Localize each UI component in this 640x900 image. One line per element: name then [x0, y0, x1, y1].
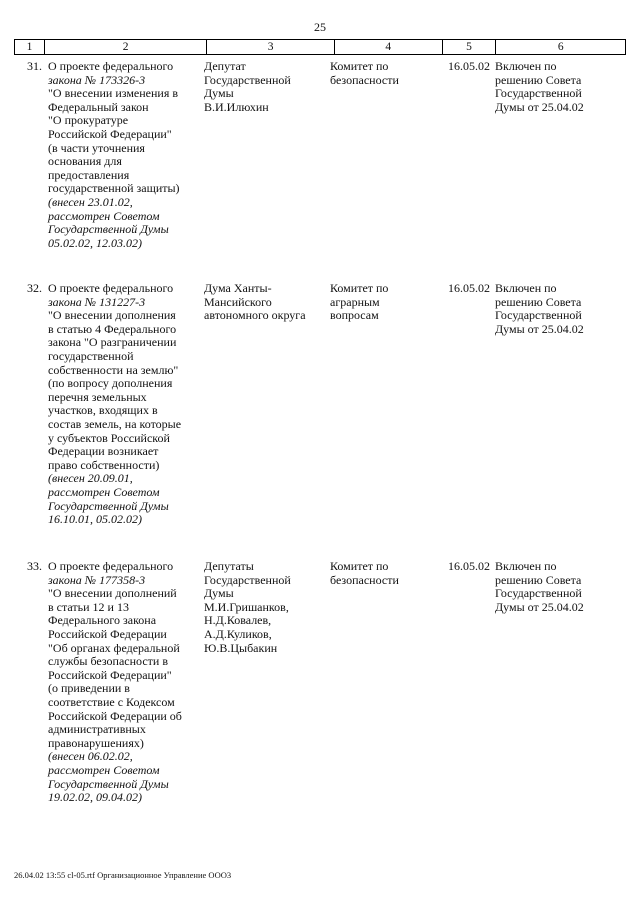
desc-line: у субъектов Российской: [48, 430, 170, 445]
desc-line: (в части уточнения: [48, 140, 145, 155]
submission-note: Государственной Думы: [48, 776, 169, 791]
desc-line: основания для: [48, 154, 122, 169]
entry-description: [48, 60, 206, 250]
entry-initiator: [204, 560, 329, 655]
status-line: Государственной: [495, 86, 582, 101]
desc-line: закона "О разграничении: [48, 335, 177, 350]
status-line: Включен по: [495, 559, 557, 573]
initiator-line: Ю.В.Цыбакин: [204, 640, 278, 655]
initiator-line: А.Д.Куликов,: [204, 626, 272, 641]
entry-date: 16.05.02: [448, 59, 490, 73]
initiator-line: Депутаты: [204, 559, 254, 573]
desc-line: "О прокуратуре: [48, 113, 129, 128]
status-line: решению Совета: [495, 294, 582, 309]
committee-line: аграрным: [330, 294, 380, 309]
submission-note: 19.02.02, 09.04.02): [48, 790, 142, 805]
entry-initiator: [204, 60, 329, 114]
desc-line: "О внесении изменения в: [48, 86, 179, 101]
desc-line: О проекте федерального: [48, 59, 174, 73]
committee-line: безопасности: [330, 72, 399, 87]
status-line: решению Совета: [495, 572, 582, 587]
entry-description: [48, 282, 206, 527]
submission-note: рассмотрен Советом: [48, 208, 160, 223]
status-line: Государственной: [495, 308, 582, 323]
submission-note: (внесен 06.02.02,: [48, 749, 133, 764]
header-col-5: 5: [443, 40, 497, 54]
initiator-line: Думы: [204, 586, 234, 601]
desc-line: Российской Федерации об: [48, 708, 182, 723]
submission-note: Государственной Думы: [48, 498, 169, 513]
initiator-line: Думы: [204, 86, 234, 101]
entry-status: [495, 60, 625, 114]
desc-line: Российской Федерации": [48, 126, 172, 141]
desc-line: службы безопасности в: [48, 654, 168, 669]
status-line: Думы от 25.04.02: [495, 321, 584, 336]
initiator-line: Мансийского: [204, 294, 272, 309]
desc-line: состав земель, на которые: [48, 416, 182, 431]
desc-line: О проекте федерального: [48, 281, 174, 295]
status-line: Государственной: [495, 586, 582, 601]
entry-committee: [330, 560, 428, 587]
desc-line: "О внесении дополнения: [48, 308, 176, 323]
header-col-4: 4: [335, 40, 443, 54]
header-col-6: 6: [557, 41, 564, 53]
desc-line: "Об органах федеральной: [48, 640, 180, 655]
committee-line: Комитет по: [330, 559, 389, 573]
desc-line: перечня земельных: [48, 389, 147, 404]
entry-initiator: [204, 282, 329, 323]
entry-status: [495, 282, 625, 336]
desc-line: соответствие с Кодексом: [48, 694, 175, 709]
page-number: 25: [314, 20, 326, 34]
desc-line: Федеральный закон: [48, 99, 149, 114]
header-col-2: 2: [45, 40, 207, 54]
desc-line: Федерального закона: [48, 613, 157, 628]
bill-number: закона № 131227-3: [48, 294, 146, 309]
submission-note: 05.02.02, 12.03.02): [48, 235, 142, 250]
committee-line: Комитет по: [330, 59, 389, 73]
entry-date: 16.05.02: [448, 559, 490, 573]
desc-line: право собственности): [48, 457, 160, 472]
initiator-line: Государственной: [204, 72, 291, 87]
status-line: Включен по: [495, 59, 557, 73]
submission-note: 16.10.01, 05.02.02): [48, 512, 142, 527]
desc-line: Российской Федерации: [48, 626, 167, 641]
entry-date: 16.05.02: [448, 281, 490, 295]
desc-line: предоставления: [48, 167, 130, 182]
status-line: Думы от 25.04.02: [495, 99, 584, 114]
committee-line: вопросам: [330, 308, 379, 323]
submission-note: (внесен 23.01.02,: [48, 194, 133, 209]
entry-status: [495, 560, 625, 614]
initiator-line: Н.Д.Ковалев,: [204, 613, 272, 628]
page-footer: 26.04.02 13:55 cl-05.rtf Организационное Управление ООО3: [14, 870, 232, 880]
committee-line: Комитет по: [330, 281, 389, 295]
desc-line: О проекте федерального: [48, 559, 174, 573]
table-header-row: [14, 39, 626, 55]
header-col-3: 3: [207, 40, 335, 54]
status-line: Включен по: [495, 281, 557, 295]
submission-note: рассмотрен Советом: [48, 484, 160, 499]
entry-number: 33.: [27, 559, 42, 573]
status-line: решению Совета: [495, 72, 582, 87]
desc-line: собственности на землю": [48, 362, 179, 377]
desc-line: государственной защиты): [48, 181, 180, 196]
entry-committee: [330, 60, 428, 87]
initiator-line: М.И.Гришанков,: [204, 599, 289, 614]
initiator-line: Дума Ханты-: [204, 281, 272, 295]
submission-note: Государственной Думы: [48, 222, 169, 237]
initiator-line: Государственной: [204, 572, 291, 587]
initiator-line: Депутат: [204, 59, 246, 73]
entry-committee: [330, 282, 428, 323]
status-line: Думы от 25.04.02: [495, 599, 584, 614]
entry-number: 31.: [27, 59, 42, 73]
initiator-line: В.И.Илюхин: [204, 99, 269, 114]
entry-description: [48, 560, 206, 805]
submission-note: (внесен 20.09.01,: [48, 471, 133, 486]
header-col-1: 1: [15, 40, 45, 54]
bill-number: закона № 173326-3: [48, 72, 146, 87]
desc-line: в статью 4 Федерального: [48, 321, 177, 336]
initiator-line: автономного округа: [204, 308, 306, 323]
desc-line: административных: [48, 722, 146, 737]
entry-number: 32.: [27, 281, 42, 295]
desc-line: участков, входящих в: [48, 403, 158, 418]
desc-line: (о приведении в: [48, 681, 130, 696]
desc-line: в статьи 12 и 13: [48, 599, 129, 614]
desc-line: "О внесении дополнений: [48, 586, 177, 601]
submission-note: рассмотрен Советом: [48, 762, 160, 777]
desc-line: (по вопросу дополнения: [48, 376, 173, 391]
desc-line: Российской Федерации": [48, 667, 172, 682]
committee-line: безопасности: [330, 572, 399, 587]
bill-number: закона № 177358-3: [48, 572, 146, 587]
desc-line: правонарушениях): [48, 735, 144, 750]
desc-line: государственной: [48, 348, 134, 363]
desc-line: Федерации возникает: [48, 444, 159, 459]
